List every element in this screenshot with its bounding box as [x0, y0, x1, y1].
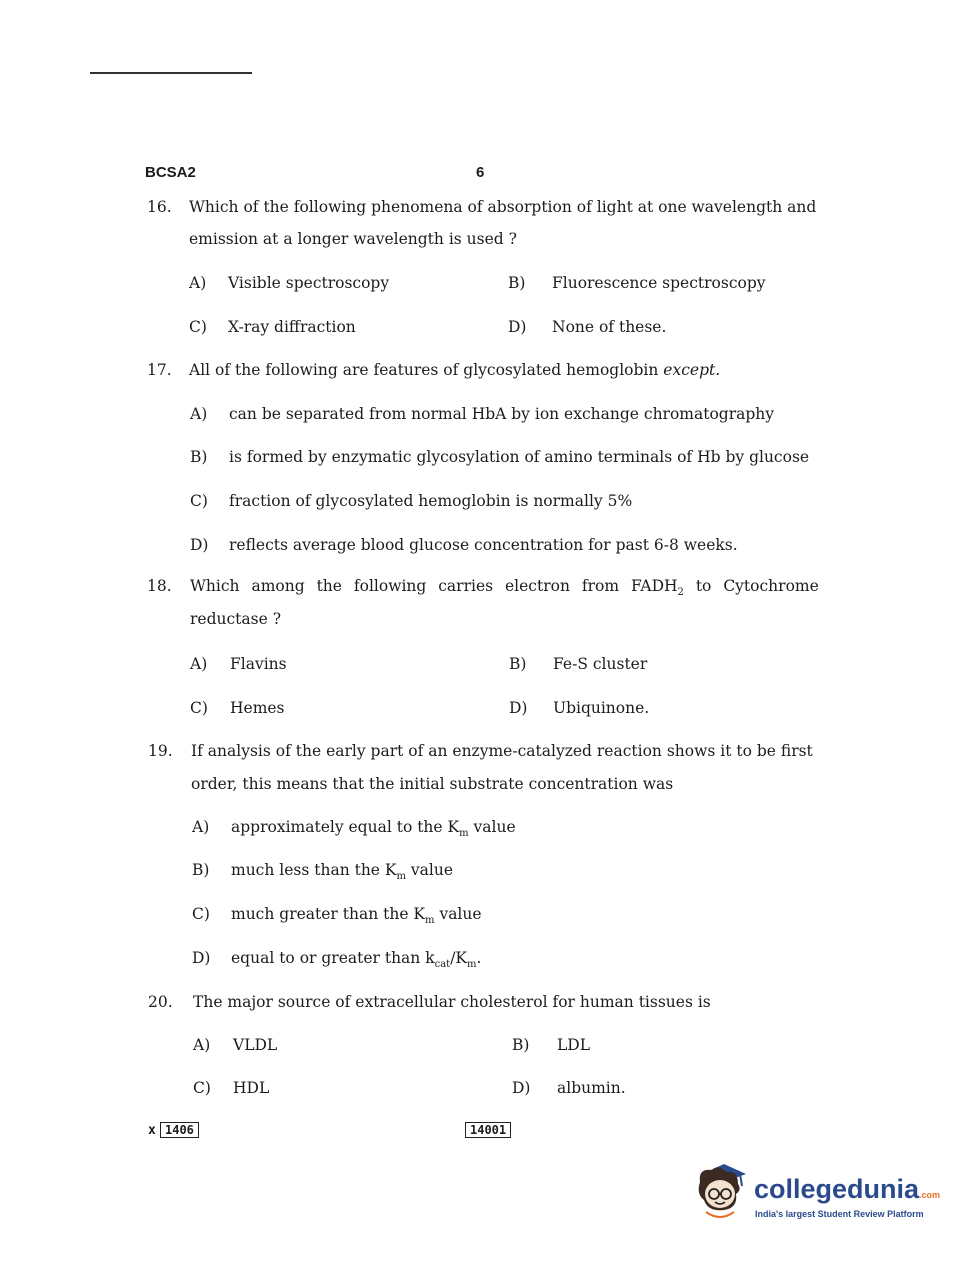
page-number: 6 — [476, 164, 485, 181]
option-text: fraction of glycosylated hemoglobin is normally 5% — [229, 492, 633, 510]
footer-prefix: x — [148, 1123, 156, 1138]
option-label: D) — [508, 318, 527, 336]
question-text: reductase ? — [190, 610, 282, 628]
option-label: D) — [512, 1079, 531, 1097]
question-text: Which among the following carries electron from $FADH_2$ to Cytochrome — [190, 577, 819, 599]
question-text: All of the following are features of glycosylated hemoglobin except. — [189, 361, 721, 379]
option-text: much greater than the $K_m$ value — [231, 905, 482, 927]
option-text: Flavins — [230, 655, 287, 673]
option-text: much less than the $K_m$ value — [231, 861, 454, 883]
option-label: D) — [190, 536, 209, 554]
emphasis: except. — [663, 361, 721, 379]
option-text: HDL — [233, 1079, 270, 1097]
option-label: C) — [193, 1079, 211, 1097]
top-rule — [90, 72, 252, 74]
option-text: reflects average blood glucose concentration for past 6-8 weeks. — [229, 536, 738, 554]
option-text: X-ray diffraction — [228, 318, 356, 336]
option-label: C) — [190, 492, 208, 510]
option-text: approximately equal to the $K_m$ value — [231, 818, 516, 840]
option-text: can be separated from normal HbA by ion exchange chromatography — [229, 405, 775, 423]
footer-center-code: 14001 — [465, 1122, 511, 1138]
option-label: B) — [192, 861, 210, 879]
question-number: 17. — [147, 361, 172, 379]
option-text: LDL — [557, 1036, 591, 1054]
option-label: B) — [512, 1036, 530, 1054]
question-text: The major source of extracellular cholesterol for human tissues is — [193, 993, 711, 1011]
option-label: D) — [509, 699, 528, 717]
option-label: B) — [508, 274, 526, 292]
collegedunia-tagline: India's largest Student Review Platform — [755, 1209, 924, 1219]
option-label: C) — [190, 699, 208, 717]
paper-code: BCSA2 — [145, 164, 196, 181]
collegedunia-mascot-icon — [694, 1160, 750, 1226]
option-label: A) — [193, 1036, 211, 1054]
question-text: If analysis of the early part of an enzyme-catalyzed reaction shows it to be first — [191, 742, 813, 760]
option-label: C) — [189, 318, 207, 336]
option-text: equal to or greater than $k_{cat}/K_m$. — [231, 949, 482, 971]
option-text: None of these. — [552, 318, 667, 336]
option-label: A) — [192, 818, 210, 836]
option-label: B) — [509, 655, 527, 673]
question-text: Which of the following phenomena of absorption of light at one wavelength and — [189, 198, 817, 216]
option-label: D) — [192, 949, 211, 967]
question-number: 20. — [148, 993, 173, 1011]
footer-left-code: 1406 — [160, 1122, 199, 1138]
question-text: emission at a longer wavelength is used ? — [189, 230, 517, 248]
option-text: VLDL — [233, 1036, 278, 1054]
option-text: Fluorescence spectroscopy — [552, 274, 766, 292]
option-label: B) — [190, 448, 208, 466]
option-label: A) — [190, 405, 208, 423]
question-text: order, this means that the initial substrate concentration was — [191, 775, 674, 793]
option-text: Ubiquinone. — [553, 699, 650, 717]
question-number: 18. — [147, 577, 172, 595]
option-label: A) — [190, 655, 208, 673]
option-text: Fe-S cluster — [553, 655, 648, 673]
option-label: A) — [189, 274, 207, 292]
option-text: is formed by enzymatic glycosylation of amino terminals of Hb by glucose — [229, 448, 810, 466]
option-label: C) — [192, 905, 210, 923]
collegedunia-logo-text: collegedunia.com — [754, 1174, 941, 1204]
question-number: 16. — [147, 198, 172, 216]
option-text: Hemes — [230, 699, 285, 717]
option-text: Visible spectroscopy — [228, 274, 390, 292]
option-text: albumin. — [557, 1079, 626, 1097]
question-number: 19. — [148, 742, 173, 760]
